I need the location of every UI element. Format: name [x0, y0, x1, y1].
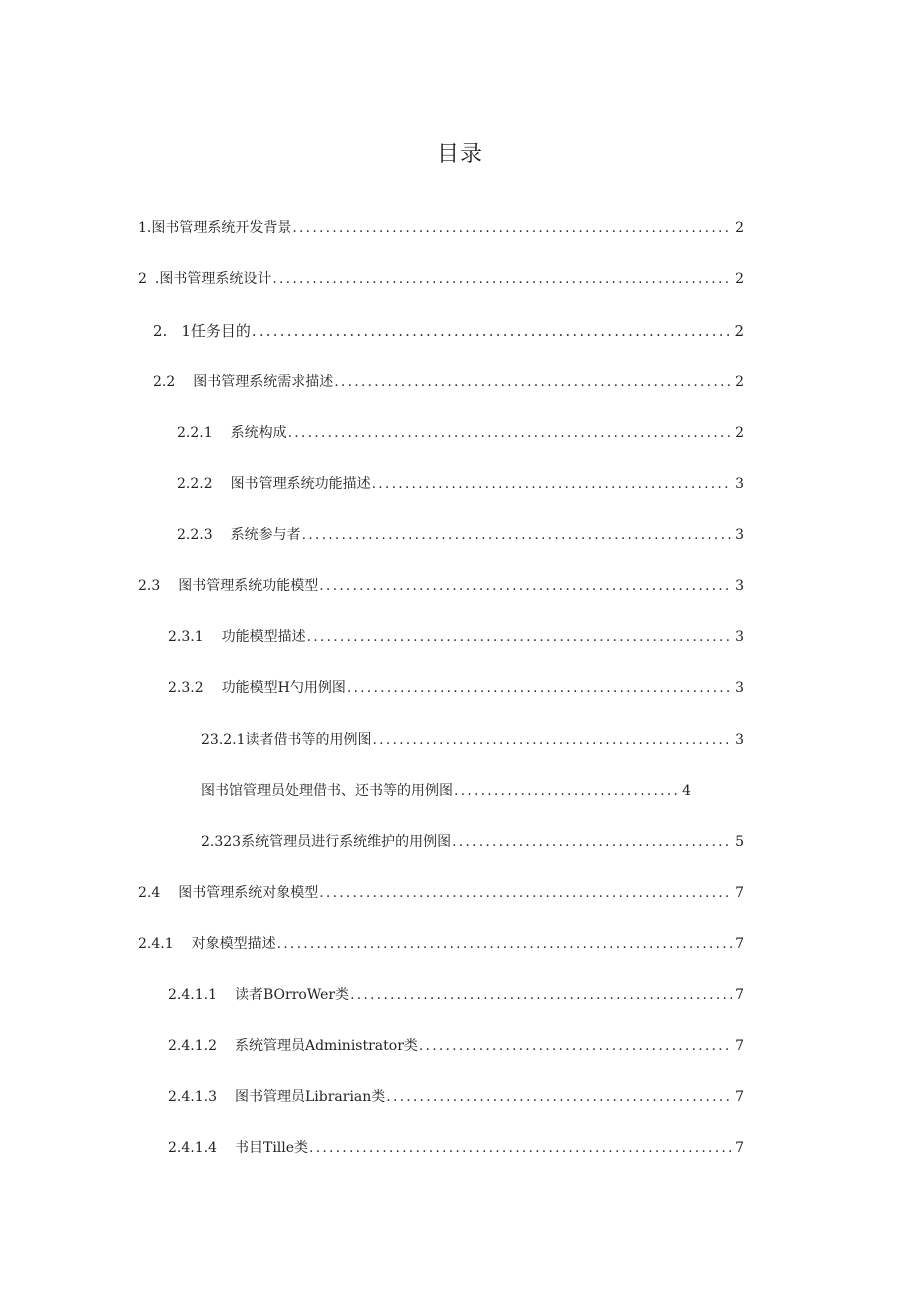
toc-entry-page: 7 [735, 1038, 744, 1054]
toc-entry-number: 2.4.1.3 [168, 1089, 217, 1105]
toc-entry-number: 2.2.3 [177, 527, 213, 543]
toc-entry[interactable] [201, 830, 744, 854]
toc-leader-dots [277, 932, 732, 956]
toc-entry[interactable] [177, 472, 744, 496]
toc-entry[interactable] [168, 1085, 744, 1109]
toc-entry-text: 功能模型H勺用例图 [221, 680, 346, 696]
toc-entry[interactable] [177, 421, 744, 445]
toc-entry-page: 2 [735, 374, 744, 390]
toc-entry-text: 对象模型描述 [191, 936, 276, 952]
toc-title: 目录 [436, 142, 483, 167]
toc-entry-number: 2 [138, 271, 147, 287]
toc-entry-page: 2 [735, 220, 744, 236]
toc-entry-number: 2.4.1.4 [168, 1140, 217, 1156]
toc-leader-dots [334, 370, 732, 394]
toc-entry[interactable] [177, 523, 744, 547]
toc-leader-dots [292, 216, 732, 240]
toc-entry-text: 读者BOrroWer类 [234, 987, 350, 1003]
toc-entry-page: 7 [735, 987, 744, 1003]
toc-entry-text: 系统参与者 [230, 527, 301, 543]
toc-entry-number: 2.4 [138, 885, 161, 901]
toc-entry-page: 5 [735, 834, 744, 850]
toc-entry-text: 图书管理员Librarian类 [234, 1089, 386, 1105]
toc-entry-text: 系统构成 [230, 425, 287, 441]
toc-entry-text: 1任务目的 [181, 322, 251, 340]
toc-entry-page: 3 [735, 578, 744, 594]
toc-entry-page: 7 [735, 936, 744, 952]
toc-entry-text: 图书管理系统需求描述 [193, 374, 334, 390]
toc-entry[interactable] [168, 983, 744, 1007]
toc-leader-dots [347, 676, 732, 700]
toc-leader-dots [373, 728, 733, 752]
toc-entry-text: 图书管理系统功能模型 [178, 578, 319, 594]
toc-entry-text: 2.323系统管理员进行系统维护的用例图 [201, 834, 452, 850]
toc-entry-page: 3 [735, 527, 744, 543]
toc-entry-page: 4 [682, 783, 691, 799]
toc-entry[interactable] [138, 216, 744, 240]
toc-entry-number: 1 [138, 220, 147, 236]
toc-entry-text: 功能模型描述 [221, 629, 306, 645]
toc-entry[interactable] [138, 574, 744, 598]
toc-entry-number: 2.2.2 [177, 476, 213, 492]
toc-entry[interactable] [201, 779, 691, 803]
toc-entry-text: 图书管理系统功能描述 [230, 476, 371, 492]
toc-entry-page: 3 [735, 732, 744, 748]
toc-entry-number: 2.4.1 [138, 936, 174, 952]
toc-entry[interactable] [168, 625, 744, 649]
toc-entry-number: 2.3 [138, 578, 161, 594]
toc-leader-dots [272, 267, 732, 291]
toc-leader-dots [386, 1085, 732, 1109]
toc-leader-dots [307, 625, 732, 649]
toc-leader-dots [454, 779, 679, 803]
toc-entry-number: 2.4.1.1 [168, 987, 217, 1003]
toc-leader-dots [452, 830, 732, 854]
toc-entry-page: 3 [735, 680, 744, 696]
toc-entry-number: 2.3.2 [168, 680, 204, 696]
toc-entry[interactable] [138, 267, 744, 291]
toc-entry-page: 2 [735, 425, 744, 441]
toc-entry-text: 书目Tille类 [234, 1140, 309, 1156]
toc-entry[interactable] [153, 370, 744, 394]
toc-entry[interactable] [168, 1034, 744, 1058]
toc-entry-text: .图书管理系统设计 [154, 271, 272, 287]
toc-entry-text: 系统管理员Administrator类 [234, 1038, 418, 1054]
toc-leader-dots [319, 574, 732, 598]
toc-leader-dots [288, 421, 732, 445]
toc-entry-page: 2 [734, 322, 744, 340]
toc-entry-page: 3 [735, 476, 744, 492]
toc-entry-number: 2.4.1.2 [168, 1038, 217, 1054]
toc-entry-page: 7 [735, 1089, 744, 1105]
toc-leader-dots [419, 1034, 732, 1058]
toc-entry[interactable] [138, 881, 744, 905]
toc-leader-dots [252, 319, 732, 343]
toc-entry-number: 2.2.1 [177, 425, 213, 441]
toc-entry-text: 图书管理系统对象模型 [178, 885, 319, 901]
toc-entry[interactable] [201, 728, 744, 752]
toc-entry[interactable] [168, 1136, 744, 1160]
toc-entry-page: 7 [735, 885, 744, 901]
toc-entry-text: 图书馆管理员处理借书、还书等的用例图 [201, 783, 453, 799]
toc-entry-text: .图书管理系统开发背景 [146, 220, 292, 236]
toc-leader-dots [319, 881, 732, 905]
toc-entry[interactable] [153, 319, 744, 343]
toc-leader-dots [372, 472, 732, 496]
toc-leader-dots [302, 523, 732, 547]
toc-entry-text: 23.2.1读者借书等的用例图 [201, 732, 372, 748]
toc-entry[interactable] [168, 676, 744, 700]
toc-entry-page: 7 [735, 1140, 744, 1156]
toc-leader-dots [309, 1136, 732, 1160]
toc-leader-dots [350, 983, 732, 1007]
toc-entry-number: 2.3.1 [168, 629, 204, 645]
toc-entry-page: 2 [735, 271, 744, 287]
toc-entry-number: 2. [153, 322, 168, 340]
toc-entry-page: 3 [735, 629, 744, 645]
toc-entry[interactable] [138, 932, 744, 956]
toc-entry-number: 2.2 [153, 374, 176, 390]
